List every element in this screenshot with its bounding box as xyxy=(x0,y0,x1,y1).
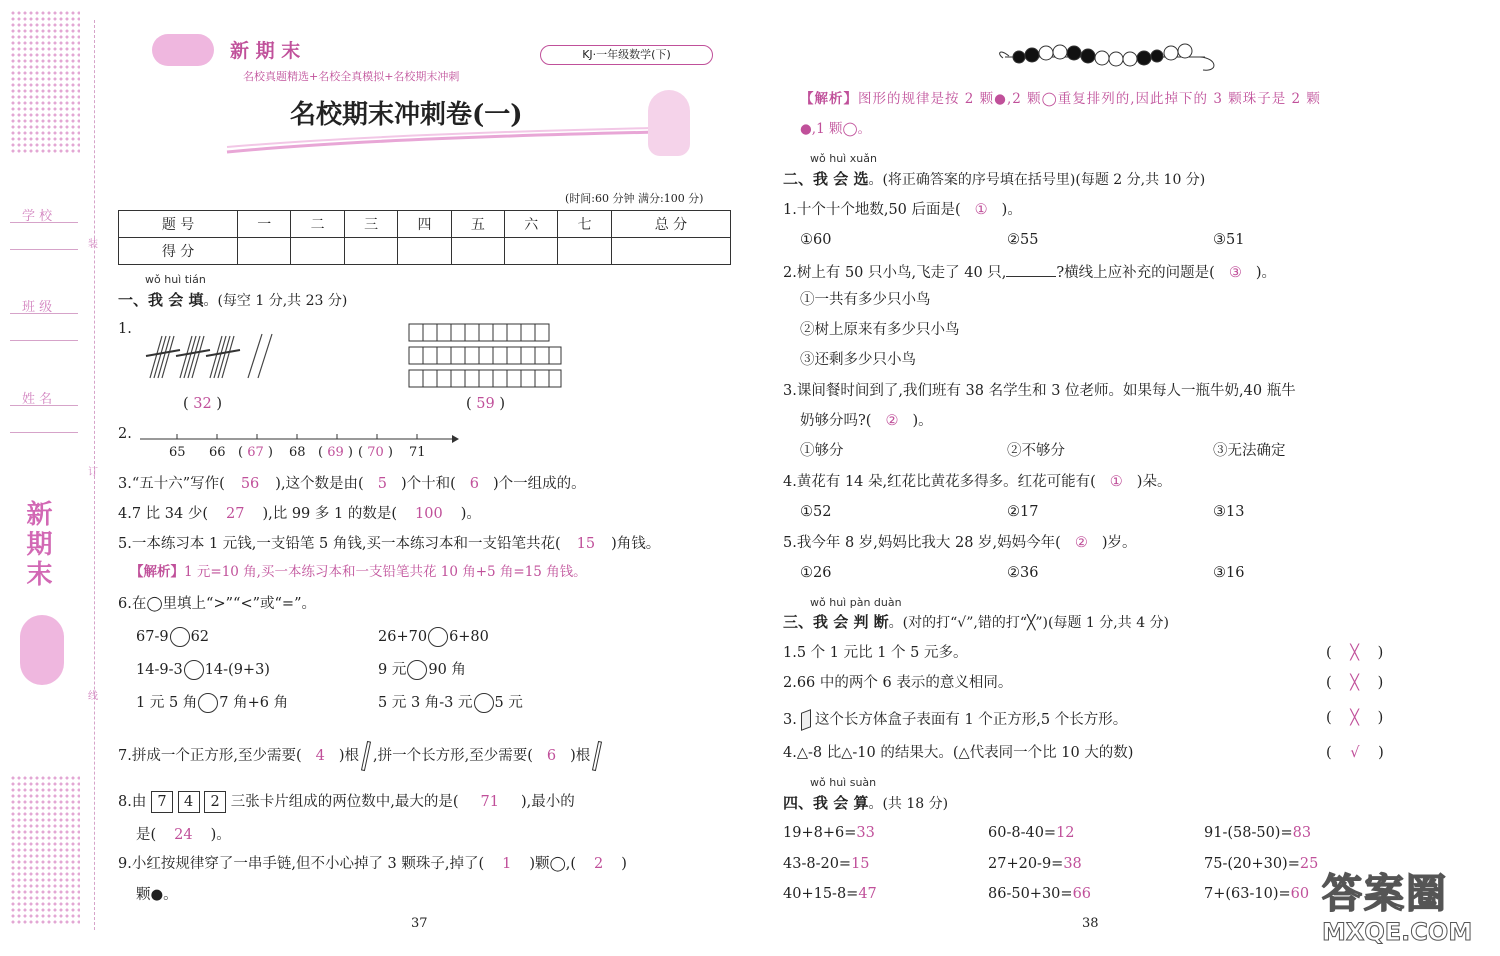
s2-q2-opt1: ①一共有多少只小鸟 xyxy=(800,292,931,308)
exam-time: (时间:60 分钟 满分:100 分) xyxy=(565,192,704,205)
q4-text-a: 4.7 比 34 少( xyxy=(118,506,208,522)
q9 xyxy=(118,857,627,872)
q3-text-d: )个一组成的。 xyxy=(493,476,586,492)
q7-text-a: 7.拼成一个正方形,至少需要( xyxy=(118,748,302,764)
q9-line2: 颗●。 xyxy=(136,887,178,903)
brand-logo-icon xyxy=(152,34,214,66)
q6-right: 7 角+6 角 xyxy=(219,695,289,711)
q7-text-c: ,拼一个长方形,至少需要( xyxy=(373,748,533,764)
s3-answer-1-value: ╳ xyxy=(1350,645,1360,661)
s3-pinyin: wǒ huì pàn duàn xyxy=(810,596,902,609)
s3-title-text: 三、我 会 判 断 xyxy=(783,613,889,631)
s2-title xyxy=(783,168,1205,189)
calc-2-2 xyxy=(988,857,1082,872)
number-line xyxy=(140,433,460,445)
page-number-left: 37 xyxy=(411,916,428,931)
score-cell[interactable] xyxy=(558,238,611,265)
s3-item-2: 2.66 中的两个 6 表示的意义相同。 xyxy=(783,675,1013,691)
q6-right: 14-(9+3) xyxy=(204,662,270,678)
s2-q3-opt2: ②不够分 xyxy=(1007,443,1065,459)
calc-expr: 43-8-20= xyxy=(783,856,852,872)
s2-q1-opt3: ③51 xyxy=(1213,232,1245,248)
q8-text-a: 8.由 xyxy=(118,794,147,810)
q6-left: 67-9 xyxy=(136,629,169,645)
s4-title xyxy=(783,792,948,813)
sidebar-name-field[interactable] xyxy=(10,405,78,433)
table-cell: 一 xyxy=(238,211,291,238)
q4 xyxy=(118,507,481,522)
calc-3-1 xyxy=(783,887,877,902)
calc-answer: 12 xyxy=(1056,825,1075,841)
s2-q5-opt3: ③16 xyxy=(1213,565,1245,581)
q2-label: 2. xyxy=(118,426,132,442)
q9-answer-1: 1 xyxy=(502,856,512,872)
q6-left: 14-9-3 xyxy=(136,662,183,678)
calc-expr: 19+8+6= xyxy=(783,825,857,841)
stick-icon xyxy=(361,741,371,771)
score-cell[interactable] xyxy=(238,238,291,265)
nl-66: 66 xyxy=(209,445,226,460)
s2-q3-opt1: ①够分 xyxy=(800,443,844,459)
q5-text-a: 5.一本练习本 1 元钱,一支铅笔 5 角钱,买一本练习本和一支铅笔共花( xyxy=(118,536,561,552)
calc-expr: 75-(20+30)= xyxy=(1204,856,1300,872)
card-2: 2 xyxy=(204,791,226,813)
s2-q2 xyxy=(783,263,1276,281)
q4-answer-2: 100 xyxy=(415,506,443,522)
s2-q4-a: 4.黄花有 14 朵,红花比黄花多得多。红花可能有( xyxy=(783,474,1096,490)
calc-2-3 xyxy=(1204,857,1318,872)
calc-3-2 xyxy=(988,887,1091,902)
s1-title-text: 一、我 会 填 xyxy=(118,291,204,309)
q5-analysis-tag: 【解析】 xyxy=(130,564,184,580)
s2-note: 。(将正确答案的序号填在括号里)(每题 2 分,共 10 分) xyxy=(868,172,1206,188)
calc-1-3 xyxy=(1204,826,1311,841)
s2-q2-b: ?横线上应补充的问题是( xyxy=(1056,265,1215,281)
calc-expr: 40+15-8= xyxy=(783,886,859,902)
q8-text-d: 是( xyxy=(136,827,157,843)
q9-text-b: )颗◯,( xyxy=(529,856,577,872)
s2-q4-b: )朵。 xyxy=(1136,474,1172,490)
s3-answer-1: ( ╳ ) xyxy=(1326,645,1384,661)
cubes-icon xyxy=(407,320,567,394)
q6-left: 26+70 xyxy=(378,629,428,645)
q9-analysis-text-1: 图形的规律是按 2 颗●,2 颗◯重复排列的,因此掉下的 3 颗珠子是 2 颗 xyxy=(858,91,1321,107)
s3-item-3 xyxy=(783,711,1127,729)
s2-q2-c: )。 xyxy=(1255,265,1276,281)
card-7: 7 xyxy=(151,791,173,813)
calc-expr: 60-8-40= xyxy=(988,825,1057,841)
s2-q2-opt2: ②树上原来有多少只小鸟 xyxy=(800,322,960,338)
sidebar-school-field[interactable] xyxy=(10,222,78,250)
s2-q3-b: 奶够分吗?( xyxy=(800,413,872,429)
q8-text-c: ),最小的 xyxy=(521,794,575,810)
nl-70-value: 70 xyxy=(367,445,384,460)
calc-answer: 15 xyxy=(851,856,870,872)
page-number-right: 38 xyxy=(1082,916,1099,931)
title-swoosh xyxy=(222,120,672,160)
nl-70: ( 70 ) xyxy=(358,445,393,460)
s2-q5 xyxy=(783,536,1137,551)
header-subtitle: 名校真题精选+名校全真模拟+名校期末冲刺 xyxy=(243,70,460,83)
score-cell[interactable] xyxy=(611,238,730,265)
page-title: 名校期末冲刺卷(一) xyxy=(290,100,523,130)
table-cell: 五 xyxy=(451,211,504,238)
q6-item-5 xyxy=(136,693,288,713)
s2-q3-opt3: ③无法确定 xyxy=(1213,443,1286,459)
q4-text-c: )。 xyxy=(460,506,481,522)
table-cell: 六 xyxy=(505,211,558,238)
sidebar-dots-top xyxy=(10,10,80,155)
calc-1-2 xyxy=(988,826,1075,841)
q6-item-3 xyxy=(136,660,270,680)
s1-note: 。(每空 1 分,共 23 分) xyxy=(203,293,348,309)
calc-expr: 27+20-9= xyxy=(988,856,1064,872)
s3-answer-3: ( ╳ ) xyxy=(1326,710,1384,726)
table-cell: 七 xyxy=(558,211,611,238)
q3-text-b: ),这个数是由( xyxy=(275,476,364,492)
card-4: 4 xyxy=(178,791,200,813)
q8 xyxy=(118,791,575,813)
box-icon xyxy=(801,709,811,731)
s3-item-1: 1.5 个 1 元比 1 个 5 元多。 xyxy=(783,645,968,661)
binding-text-1: 装 xyxy=(88,239,98,250)
s2-title-text: 二、我 会 选 xyxy=(783,170,869,188)
calc-expr: 86-50+30= xyxy=(988,886,1073,902)
calc-expr: 7+(63-10)= xyxy=(1204,886,1291,902)
s2-q4-opt2: ②17 xyxy=(1007,504,1039,520)
sidebar-name-label: 姓 名 xyxy=(22,392,53,407)
score-table xyxy=(118,210,731,265)
sidebar-school-label: 学 校 xyxy=(22,209,53,224)
q1-answer-2: ( 59 ) xyxy=(466,396,506,412)
sidebar-logo-icon xyxy=(20,615,64,685)
q6-right: 6+80 xyxy=(449,629,489,645)
q3-answer-1: 56 xyxy=(240,476,260,492)
q6-item-4 xyxy=(378,660,466,680)
s4-note: 。(共 18 分) xyxy=(868,796,949,812)
q6-left: 9 元 xyxy=(378,662,407,678)
sticks-bundle-icon xyxy=(140,328,280,384)
s2-q4-opt3: ③13 xyxy=(1213,504,1245,520)
q5-analysis-text: 1 元=10 角,买一本练习本和一支铅笔共花 10 角+5 角=15 角钱。 xyxy=(184,564,587,580)
q6-right: 90 角 xyxy=(428,662,466,678)
q1-label: 1. xyxy=(118,321,132,337)
calc-3-3 xyxy=(1204,887,1309,902)
q8-answer-2: 24 xyxy=(174,827,193,843)
calc-answer: 60 xyxy=(1290,886,1310,902)
q1-answer-2-value: 59 xyxy=(476,396,495,412)
q8-answer-1: 71 xyxy=(480,794,499,810)
s2-q4-answer: ① xyxy=(1109,474,1123,490)
q7-text-b: )根 xyxy=(338,748,360,764)
s3-answer-2: ( ╳ ) xyxy=(1326,675,1384,691)
table-cell: 题 号 xyxy=(119,211,238,238)
q8-line2 xyxy=(136,828,231,843)
s2-q5-answer: ② xyxy=(1074,535,1088,551)
compare-circle[interactable] xyxy=(407,660,427,680)
s3-answer-4-value: √ xyxy=(1350,745,1360,761)
q4-answer-1: 27 xyxy=(226,506,245,522)
calc-1-1 xyxy=(783,826,875,841)
s4-pinyin: wǒ huì suàn xyxy=(810,776,877,789)
s3-item-4: 4.△-8 比△-10 的结果大。(△代表同一个比 10 大的数) xyxy=(783,745,1134,761)
grade-badge: KJ·一年级数学(下) xyxy=(540,45,713,65)
watermark-logo: 答案圈 xyxy=(1322,871,1448,917)
q7-answer-1: 4 xyxy=(315,748,325,764)
score-cell[interactable] xyxy=(398,238,451,265)
q6-item-6 xyxy=(378,693,523,713)
compare-circle[interactable] xyxy=(428,627,448,647)
calc-expr: 91-(58-50)= xyxy=(1204,825,1293,841)
nl-68: 68 xyxy=(289,445,306,460)
s2-q1 xyxy=(783,203,1022,218)
q3 xyxy=(118,477,586,492)
s2-q5-opt1: ①26 xyxy=(800,565,832,581)
q1-answer-1-value: 32 xyxy=(193,396,212,412)
s2-q4-opt1: ①52 xyxy=(800,504,832,520)
table-cell: 二 xyxy=(291,211,344,238)
compare-circle[interactable] xyxy=(184,660,204,680)
q5 xyxy=(118,537,660,552)
brand-name: 新 期 末 xyxy=(230,40,301,62)
bead-bracelet-icon xyxy=(995,40,1225,76)
s2-q1-opt2: ②55 xyxy=(1007,232,1039,248)
q6-right: 62 xyxy=(190,629,210,645)
q6-right: 5 元 xyxy=(494,695,523,711)
q3-answer-3: 6 xyxy=(469,476,480,492)
q9-analysis-2: ●,1 颗◯。 xyxy=(800,121,872,137)
q7-answer-2: 6 xyxy=(546,748,557,764)
s2-q3-c: )。 xyxy=(912,413,933,429)
table-cell: 三 xyxy=(344,211,397,238)
calc-answer: 25 xyxy=(1299,856,1319,872)
s2-q3-answer: ② xyxy=(885,413,899,429)
q5-answer: 15 xyxy=(576,536,596,552)
q3-answer-2: 5 xyxy=(377,476,387,492)
nl-71: 71 xyxy=(409,445,426,460)
nl-69: ( 69 ) xyxy=(318,445,353,460)
q7 xyxy=(118,741,604,771)
q5-analysis xyxy=(130,566,587,580)
s2-q1-a: 1.十个十个地数,50 后面是( xyxy=(783,202,961,218)
s2-q3: 3.课间餐时间到了,我们班有 38 名学生和 3 位老师。如果每人一瓶牛奶,40 瓶牛 xyxy=(783,383,1296,399)
q8-text-b: 三张卡片组成的两位数中,最大的是( xyxy=(230,794,459,810)
s3-title xyxy=(783,611,1169,632)
q9-analysis-tag: 【解析】 xyxy=(800,91,858,107)
s2-q3-line2 xyxy=(800,414,933,429)
sidebar-vertical-brand: 新期末 xyxy=(22,500,52,590)
s2-q1-answer: ① xyxy=(974,202,988,218)
s3-answer-2-value: ╳ xyxy=(1350,675,1360,691)
s2-pinyin: wǒ huì xuǎn xyxy=(810,152,877,165)
s3-item-3-prefix: 3. xyxy=(783,712,797,728)
score-cell[interactable] xyxy=(344,238,397,265)
s2-q2-a: 2.树上有 50 只小鸟,飞走了 40 只, xyxy=(783,265,1007,281)
binding-text-3: 线 xyxy=(88,691,98,702)
q9-analysis-1 xyxy=(800,93,1321,107)
s3-answer-4: ( √ ) xyxy=(1326,745,1384,761)
score-cell[interactable] xyxy=(291,238,344,265)
binding-text-2: 订 xyxy=(88,467,98,478)
sidebar-class-field[interactable] xyxy=(10,313,78,341)
s2-q2-blank[interactable] xyxy=(1006,263,1056,277)
q4-text-b: ),比 99 多 1 的数是( xyxy=(262,506,397,522)
calc-answer: 33 xyxy=(856,825,875,841)
score-cell[interactable] xyxy=(451,238,504,265)
calc-answer: 83 xyxy=(1292,825,1312,841)
s2-q2-answer: ③ xyxy=(1228,265,1242,281)
q6-item-2 xyxy=(378,627,489,647)
s3-note: 。(对的打“√”,错的打“╳”)(每题 1 分,共 4 分) xyxy=(888,615,1170,631)
q6-item-1 xyxy=(136,627,209,647)
s4-title-text: 四、我 会 算 xyxy=(783,794,869,812)
s2-q5-opt2: ②36 xyxy=(1007,565,1039,581)
s2-q4 xyxy=(783,475,1171,490)
s1-title xyxy=(118,289,347,310)
calc-answer: 38 xyxy=(1063,856,1082,872)
q9-answer-2: 2 xyxy=(594,856,604,872)
stick-icon xyxy=(592,741,602,771)
s2-q5-b: )岁。 xyxy=(1101,535,1137,551)
compare-circle[interactable] xyxy=(170,627,190,647)
nl-67: ( 67 ) xyxy=(238,445,273,460)
calc-2-1 xyxy=(783,857,870,872)
nl-69-value: 69 xyxy=(327,445,344,460)
s1-pinyin: wǒ huì tián xyxy=(145,273,206,286)
sidebar-dots-bottom xyxy=(10,775,80,925)
score-cell[interactable] xyxy=(505,238,558,265)
q6: 6.在◯里填上“>”“<”或“=”。 xyxy=(118,596,316,612)
mascot-icon xyxy=(648,90,690,156)
s3-answer-3-value: ╳ xyxy=(1350,710,1360,726)
sidebar-class-label: 班 级 xyxy=(22,300,53,315)
s2-q5-a: 5.我今年 8 岁,妈妈比我大 28 岁,妈妈今年( xyxy=(783,535,1061,551)
nl-67-value: 67 xyxy=(247,445,264,460)
q6-left: 1 元 5 角 xyxy=(136,695,198,711)
s2-q1-b: )。 xyxy=(1001,202,1022,218)
q3-text-a: 3.“五十六”写作( xyxy=(118,476,225,492)
nl-65: 65 xyxy=(169,445,186,460)
q3-text-c: )个十和( xyxy=(400,476,456,492)
compare-circle[interactable] xyxy=(474,693,494,713)
q9-text-a: 9.小红按规律穿了一串手链,但不小心掉了 3 颗珠子,掉了( xyxy=(118,856,485,872)
calc-answer: 47 xyxy=(858,886,877,902)
q7-text-d: )根 xyxy=(570,748,591,764)
table-cell: 得 分 xyxy=(119,238,238,265)
watermark-url: MXQE.COM xyxy=(1322,918,1473,946)
q8-text-e: )。 xyxy=(210,827,231,843)
s2-q2-opt3: ③还剩多少只小鸟 xyxy=(800,352,916,368)
calc-answer: 66 xyxy=(1072,886,1092,902)
s3-item-3-text: 这个长方体盒子表面有 1 个正方形,5 个长方形。 xyxy=(814,712,1128,728)
q5-text-b: )角钱。 xyxy=(611,536,661,552)
q6-left: 5 元 3 角-3 元 xyxy=(378,695,473,711)
q1-answer-1: ( 32 ) xyxy=(183,396,223,412)
table-cell: 四 xyxy=(398,211,451,238)
s2-q1-opt1: ①60 xyxy=(800,232,832,248)
table-cell: 总 分 xyxy=(611,211,730,238)
compare-circle[interactable] xyxy=(198,693,218,713)
q9-text-c: ) xyxy=(621,856,627,872)
